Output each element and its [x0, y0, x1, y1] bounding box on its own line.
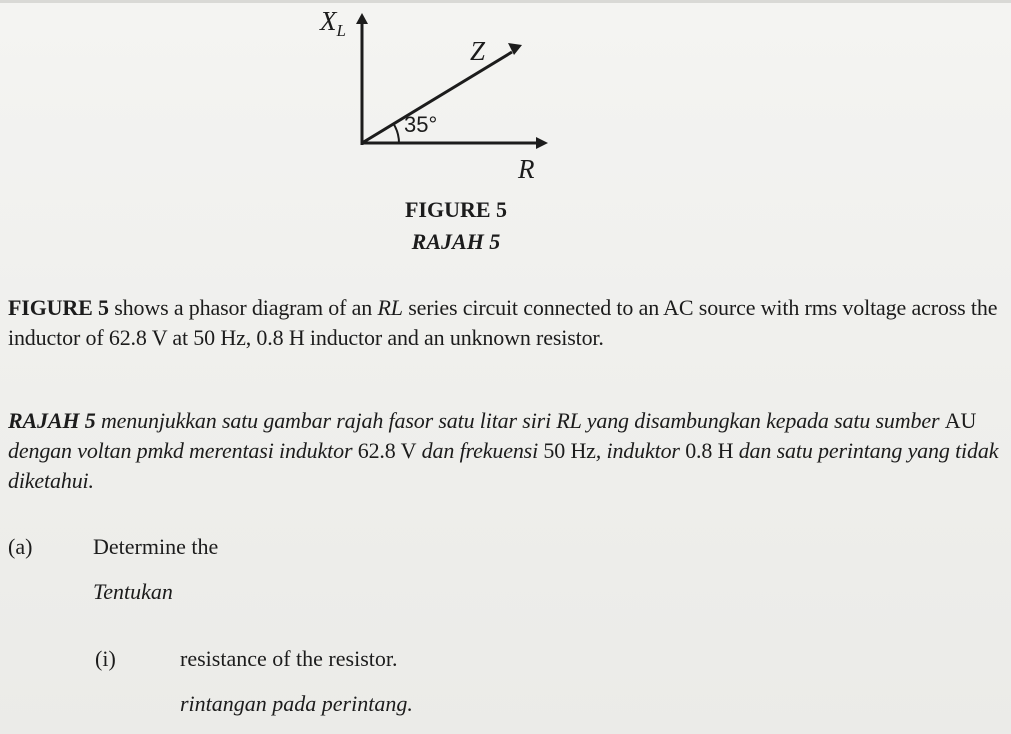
paragraph-english	[8, 293, 1003, 353]
phasor-diagram	[300, 0, 580, 190]
question-a-number: (a)	[8, 534, 33, 559]
vertical-axis-arrowhead	[356, 13, 368, 24]
paragraph-text: series circuit connected to an AC source with rms voltage across the inductor of 62.8 V at 50 Hz, 0.8 H inductor and an unknown resistor.	[8, 295, 998, 350]
angle-arc	[393, 123, 399, 143]
voltage-value: 62.8 V	[357, 438, 417, 463]
paragraph-text: yang disambungkan kepada satu sumber	[581, 408, 945, 433]
frequency-value: 50 Hz	[543, 438, 596, 463]
question-a-english: Determine the	[93, 534, 219, 559]
figure-reference: FIGURE 5	[8, 295, 109, 320]
question-a-i-number: (i)	[95, 646, 116, 671]
paragraph-text: dengan voltan pmkd merentasi induktor	[8, 438, 358, 463]
circuit-type: RL	[377, 295, 403, 320]
paragraph-text: , induktor	[595, 438, 686, 463]
paragraph-malay	[8, 406, 1003, 496]
circuit-type: RL	[556, 408, 582, 433]
angle-label: 35°	[404, 112, 438, 137]
figure-caption-english: FIGURE 5	[404, 197, 508, 222]
paragraph-text: dan satu perintang yang tidak diketahui.	[8, 438, 999, 493]
impedance-label: Z	[470, 36, 486, 66]
paragraph-text: menunjukkan satu gambar rajah fasor satu litar siri	[95, 408, 557, 433]
paragraph-text: dan frekuensi	[416, 438, 544, 463]
figure-caption-malay: RAJAH 5	[411, 229, 501, 254]
question-a-malay: Tentukan	[93, 579, 173, 604]
question-a-i-english: resistance of the resistor.	[180, 646, 398, 671]
question-a-i-malay: rintangan pada perintang.	[180, 691, 413, 716]
figure-reference: RAJAH 5	[8, 408, 96, 433]
source-abbreviation: AU	[944, 408, 977, 433]
paragraph-text: shows a phasor diagram of an	[108, 295, 378, 320]
vertical-axis-label: $X_L$	[320, 6, 346, 40]
resistance-axis-label: R	[518, 154, 535, 184]
inductance-value: 0.8 H	[685, 438, 734, 463]
horizontal-axis-arrowhead	[536, 137, 548, 149]
